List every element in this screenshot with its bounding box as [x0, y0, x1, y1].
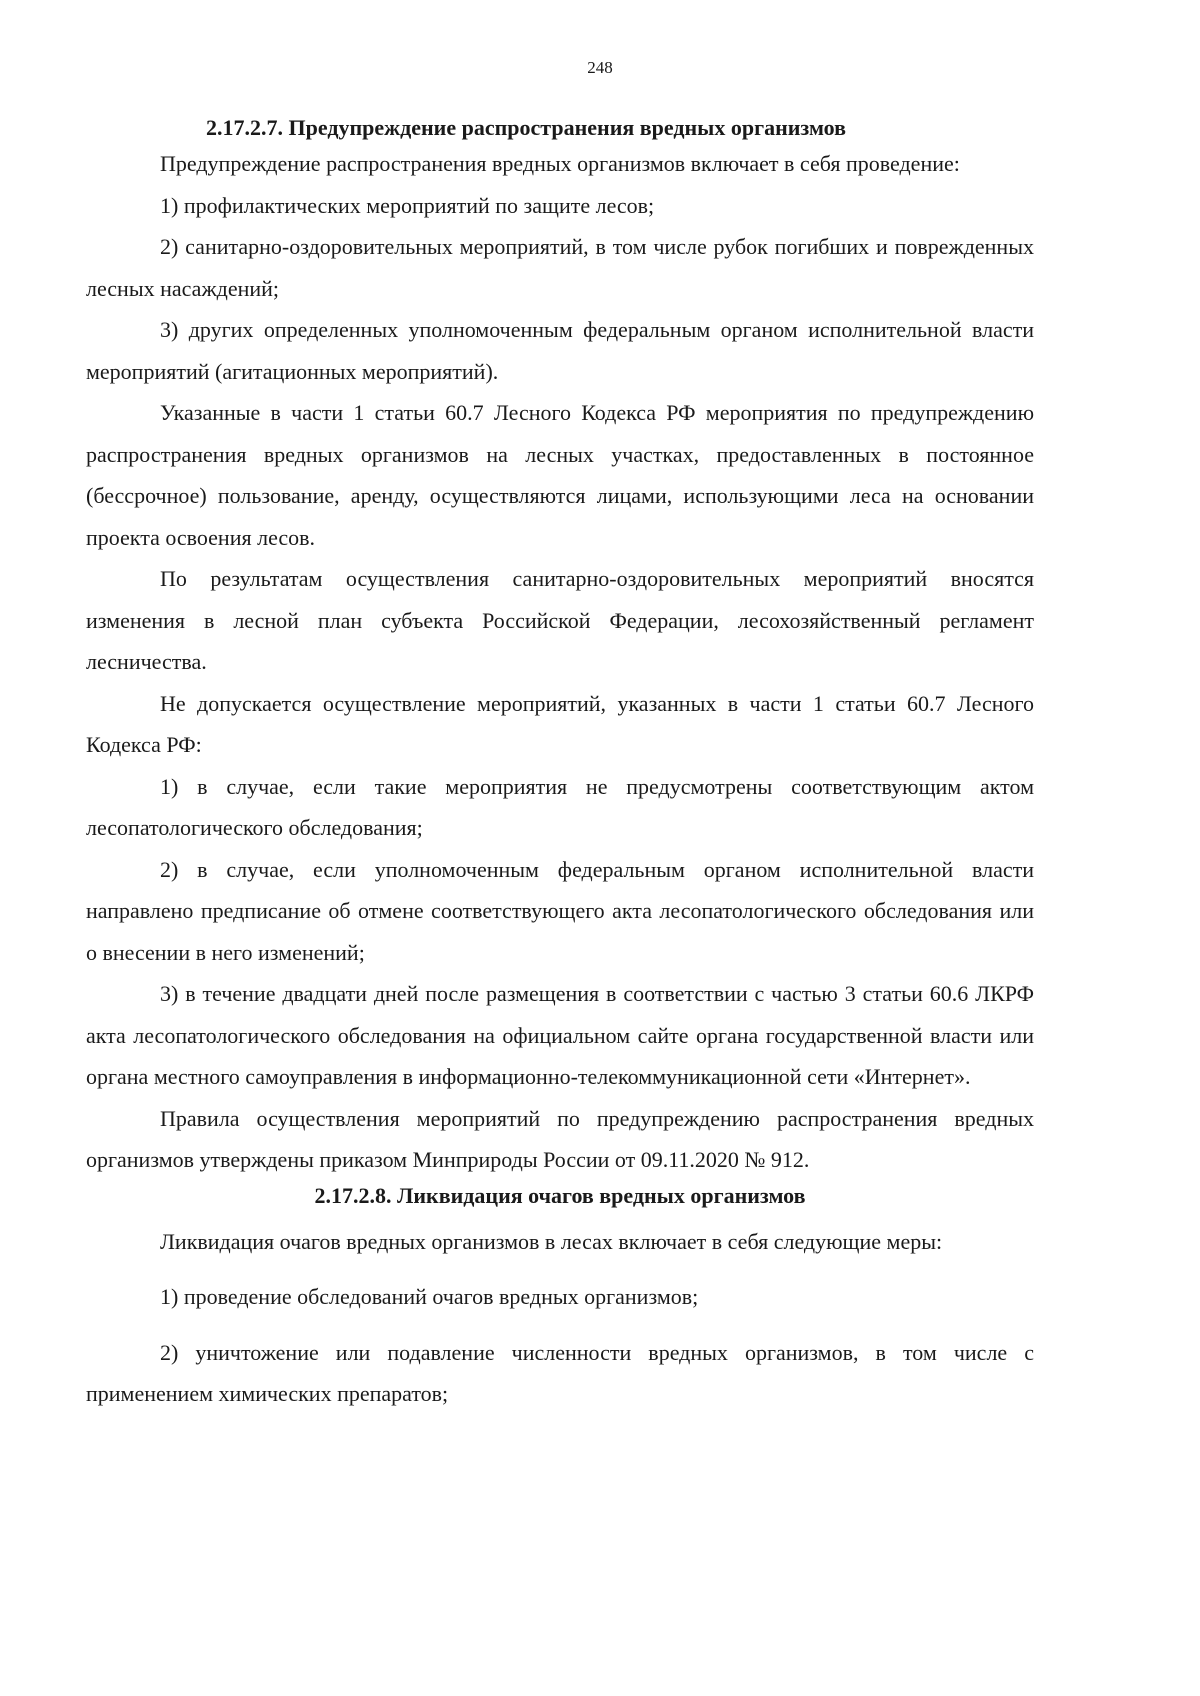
paragraph: Указанные в части 1 статьи 60.7 Лесного Кодекса РФ мероприятия по предупреждению распространения вредных организмов на лесных участках, предоставленных в постоянное (бессрочное) пользование, аренду, осуществляются лицами, использующими леса на основании проекта освоения лесов. [86, 400, 1034, 550]
section-heading-2-17-2-7: 2.17.2.7. Предупреждение распространения вредных организмов [206, 115, 846, 140]
paragraph: Правила осуществления мероприятий по предупреждению распространения вредных организмов утверждены приказом Минприроды России от 09.11.2020 № 912. [86, 1105, 1034, 1172]
list-item: 1) в случае, если такие мероприятия не предусмотрены соответствующим актом лесопатологического обследования; [86, 773, 1034, 840]
paragraph: По результатам осуществления санитарно-оздоровительных мероприятий вносятся изменения в лесной план субъекта Российской Федерации, лесохозяйственный регламент лесничества. [86, 566, 1034, 674]
list-item: 2) санитарно-оздоровительных мероприятий, в том числе рубок погибших и поврежденных лесных насаждений; [86, 234, 1034, 301]
list-item: 1) профилактических мероприятий по защите лесов; [160, 192, 655, 218]
section-heading-2-17-2-8: 2.17.2.8. Ликвидация очагов вредных организмов [314, 1182, 806, 1208]
paragraph: Не допускается осуществление мероприятий, указанных в части 1 статьи 60.7 Лесного Кодекса РФ: [86, 690, 1034, 757]
list-item: 1) проведение обследований очагов вредных организмов; [160, 1284, 699, 1309]
list-item: 3) других определенных уполномоченным федеральным органом исполнительной власти мероприятий (агитационных мероприятий). [86, 317, 1034, 384]
list-item: 2) в случае, если уполномоченным федеральным органом исполнительной власти направлено предписание об отмене соответствующего акта лесопатологического обследования или о внесении в него изменений; [86, 856, 1034, 965]
section-2-intro: Ликвидация очагов вредных организмов в лесах включает в себя следующие меры: [160, 1228, 943, 1254]
section-1-intro: Предупреждение распространения вредных организмов включает в себя проведение: [160, 151, 960, 176]
page-content [86, 113, 1034, 1415]
list-item: 2) уничтожение или подавление численности вредных организмов, в том числе с применением химических препаратов; [86, 1339, 1034, 1406]
list-item: 3) в течение двадцати дней после размещения в соответствии с частью 3 статьи 60.6 ЛКРФ акта лесопатологического обследования на официальном сайте органа государственной власти или органа местного самоуправления в информационно-телекоммуникационной сети «Интернет». [86, 981, 1034, 1089]
page-number: 248 [587, 58, 613, 77]
